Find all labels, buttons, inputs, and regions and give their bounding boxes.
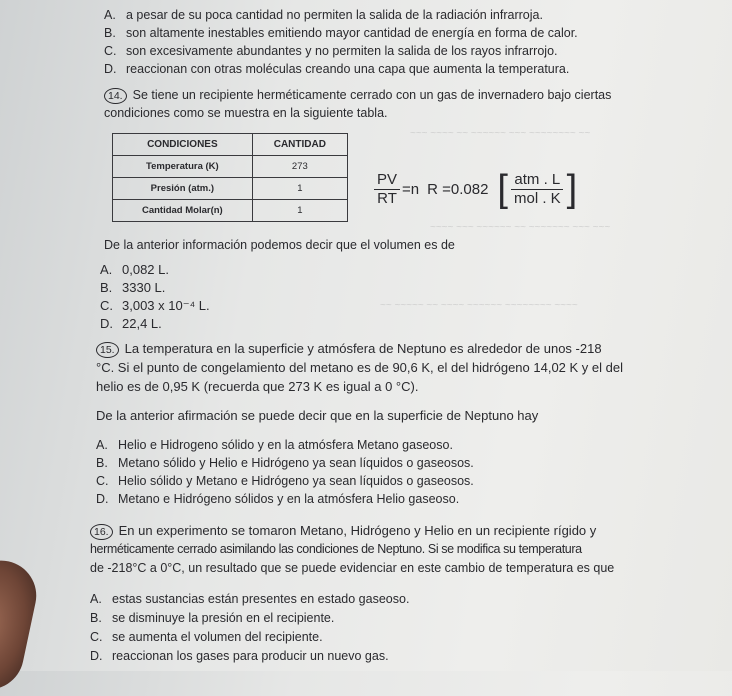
q16-stem-line3: de -218°C a 0°C, un resultado que se puede evidenciar en este cambio de temperatura es que	[90, 561, 615, 575]
q14-option-d[interactable]: D. 22,4 L.	[100, 316, 162, 331]
left-bracket-icon: [	[497, 168, 508, 210]
table-cell: 1	[252, 178, 347, 200]
q16-option-d[interactable]: D. reaccionan los gases para producir un nuevo gas.	[90, 649, 389, 663]
q16-stem-line1: 16. En un experimento se tomaron Metano, Hidrógeno y Helio en un recipiente rígido y	[90, 523, 596, 540]
bleed-through-text: ~~ ~~~~~ ~~ ~~~~ ~~~~~~ ~~~~~~~~ ~~~~	[380, 300, 578, 311]
q16-number: 16.	[90, 524, 113, 540]
q15-stem-line2: °C. Si el punto de congelamiento del metano es de 90,6 K, el del hidrógeno 14,02 K y el del	[96, 360, 623, 375]
finger-holding-page	[0, 554, 43, 696]
table-header: CONDICIONES	[113, 134, 253, 156]
table-cell: Cantidad Molar(n)	[113, 200, 253, 222]
table-cell: Presión (atm.)	[113, 178, 253, 200]
q15-number: 15.	[96, 342, 119, 358]
pv-over-rt-fraction: $\frac{PV}{RT}$	[374, 171, 400, 208]
q16-option-b[interactable]: B. se disminuye la presión en el recipiente.	[90, 611, 335, 625]
table-row	[113, 156, 348, 178]
table-cell: Temperatura (K)	[113, 156, 253, 178]
q14-stem-line2: condiciones como se muestra en la siguiente tabla.	[104, 106, 388, 120]
bleed-through-text: ~~~~ ~~~ ~~~~~~ ~~ ~~~~~~~ ~~~ ~~~	[430, 222, 611, 233]
q16-stem-line2: herméticamente cerrado asimilando las condiciones de Neptuno. Si se modifica su temperatura	[90, 542, 582, 556]
table-row	[113, 200, 348, 222]
q15-option-b[interactable]: B. Metano sólido y Helio e Hidrógeno ya sean líquidos o gaseosos.	[96, 456, 474, 470]
q15-stem-line1: 15. La temperatura en la superficie y atmósfera de Neptuno es alrededor de unos -218	[96, 341, 602, 358]
q16-option-a[interactable]: A. estas sustancias están presentes en estado gaseoso.	[90, 592, 410, 606]
q14-prompt: De la anterior información podemos decir que el volumen es de	[104, 238, 455, 252]
table-cell: 273	[252, 156, 347, 178]
q16-option-c[interactable]: C. se aumenta el volumen del recipiente.	[90, 630, 323, 644]
q15-stem-line3: helio es de 0,95 K (recuerda que 273 K es igual a 0 °C).	[96, 379, 419, 394]
q13-option-b[interactable]: B. son altamente inestables emitiendo mayor cantidad de energía en forma de calor.	[104, 26, 578, 40]
right-bracket-icon: ]	[566, 168, 578, 210]
table-header: CANTIDAD	[252, 134, 347, 156]
q13-option-a[interactable]: A. a pesar de su poca cantidad no permiten la salida de la radiación infrarroja.	[104, 8, 543, 22]
q14-option-c[interactable]: C. 3,003 x 10⁻⁴ L.	[100, 298, 210, 313]
q14-stem-line1: 14. Se tiene un recipiente herméticamente cerrado con un gas de invernadero bajo ciertas	[104, 88, 611, 104]
q14-option-a[interactable]: A. 0,082 L.	[100, 262, 169, 277]
conditions-table	[112, 133, 348, 222]
q15-option-c[interactable]: C. Helio sólido y Metano e Hidrógeno ya sean líquidos o gaseosos.	[96, 474, 474, 488]
q15-prompt: De la anterior afirmación se puede decir que en la superficie de Neptuno hay	[96, 408, 539, 423]
table-cell: 1	[252, 200, 347, 222]
bleed-through-text: ~~~ ~~~~ ~~ ~~~~~~ ~~~ ~~~~~~~~ ~~	[410, 128, 591, 139]
q13-option-c[interactable]: C. son excesivamente abundantes y no permiten la salida de los rayos infrarrojo.	[104, 44, 558, 58]
q15-option-d[interactable]: D. Metano e Hidrógeno sólidos y en la atmósfera Helio gaseoso.	[96, 492, 460, 506]
units-fraction: $\frac{\text{atm . L}}{\text{mol . K}}$	[511, 171, 564, 208]
q15-option-a[interactable]: A. Helio e Hidrogeno sólido y en la atmósfera Metano gaseoso.	[96, 438, 453, 452]
table-header-row	[113, 134, 348, 156]
table-row	[113, 178, 348, 200]
q14-option-b[interactable]: B. 3330 L.	[100, 280, 166, 295]
gas-constant: R =0.082	[427, 180, 489, 198]
q14-number: 14.	[104, 88, 127, 104]
ideal-gas-formula	[372, 170, 578, 208]
equals-n: =n	[402, 180, 420, 198]
q13-option-d[interactable]: D. reaccionan con otras moléculas creando una capa que aumenta la temperatura.	[104, 62, 570, 76]
